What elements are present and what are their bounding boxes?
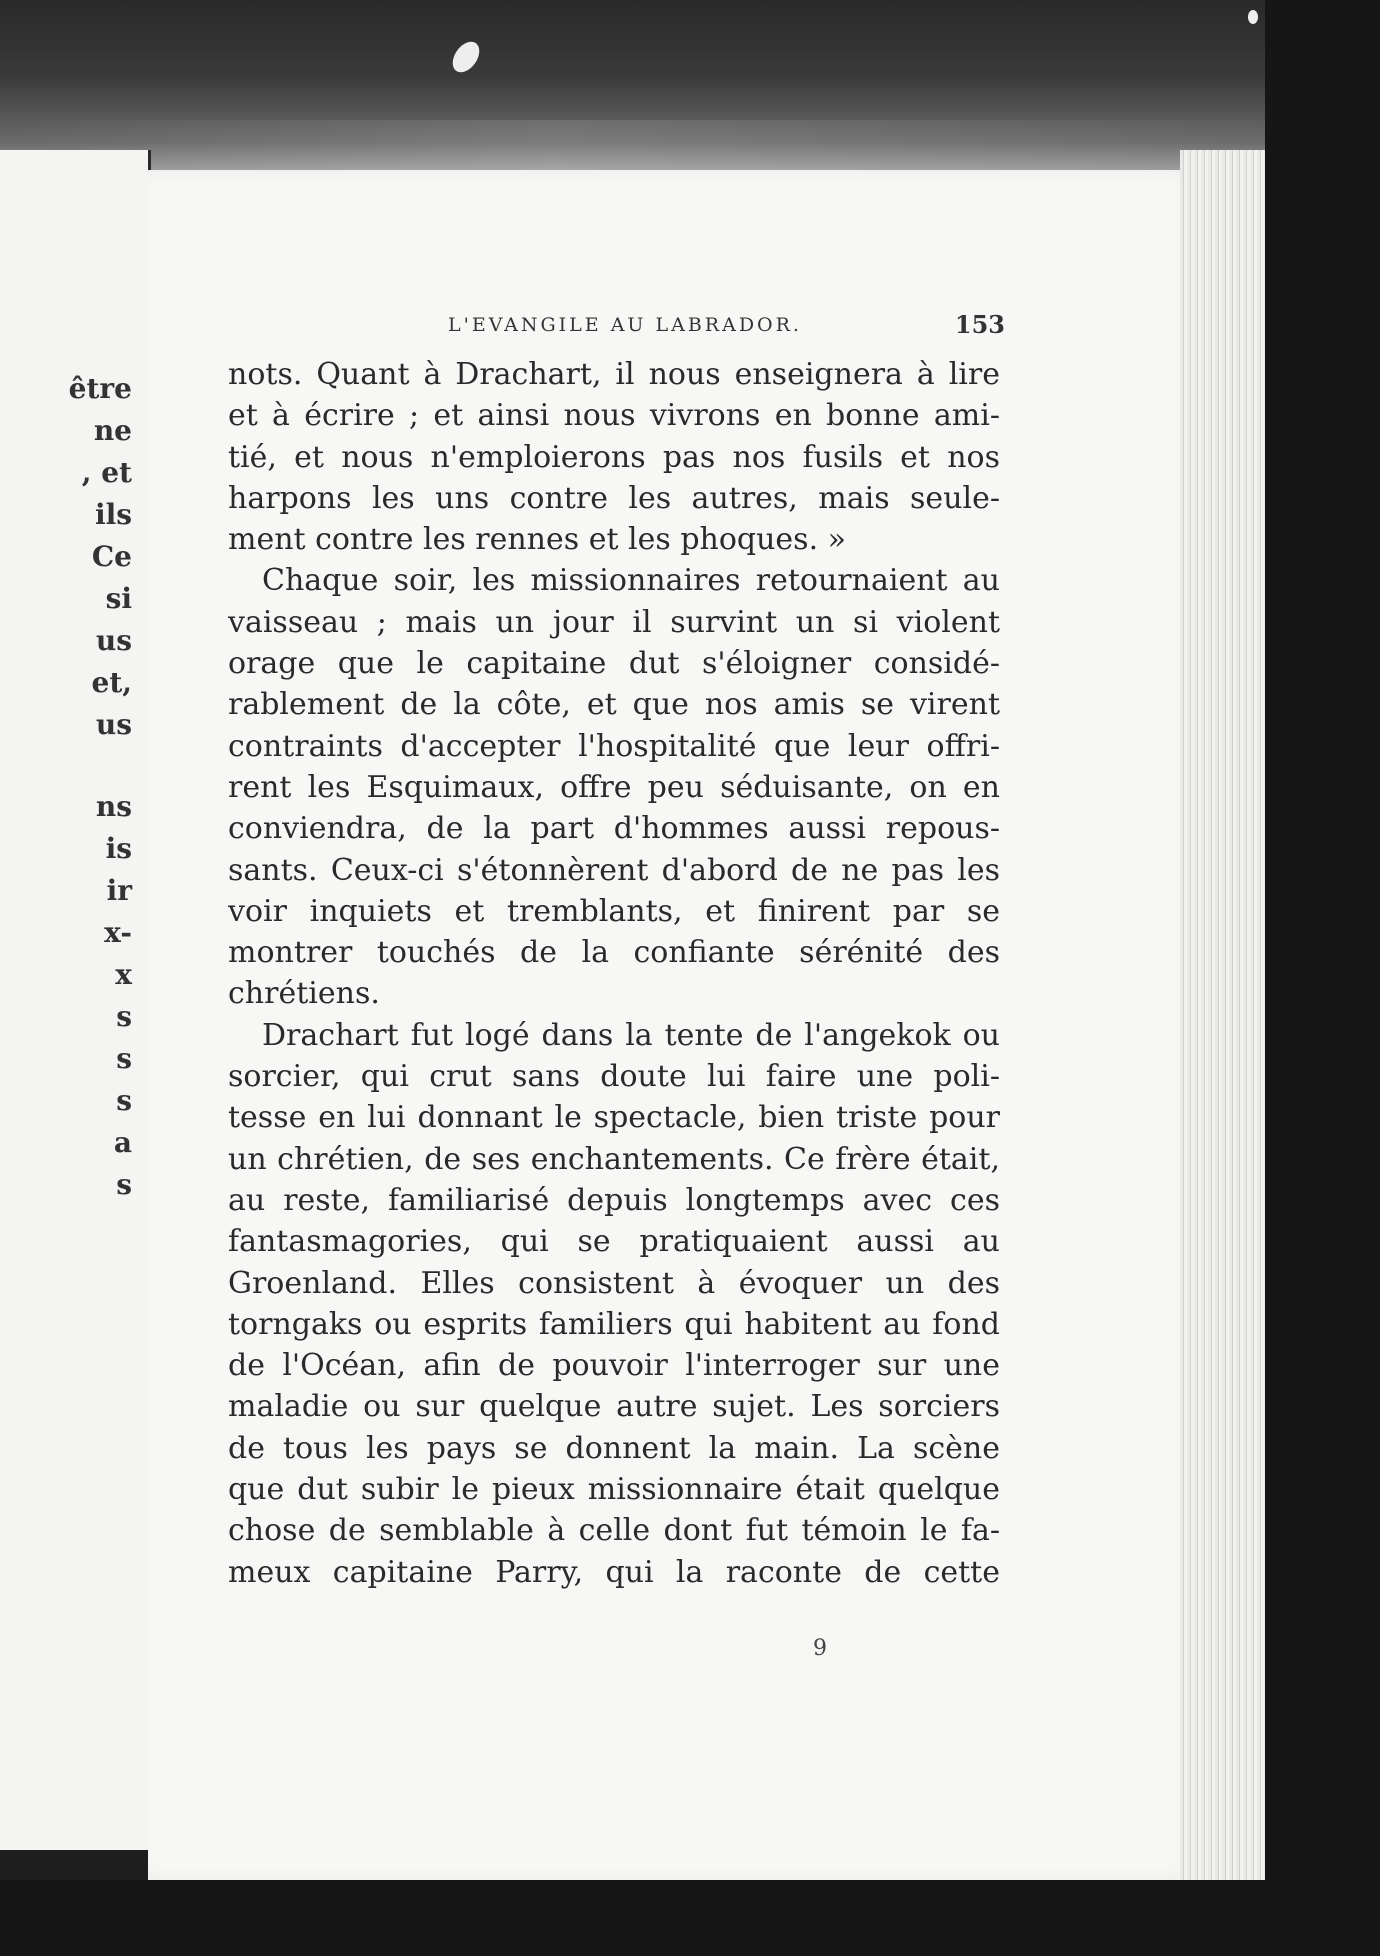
left-line: us xyxy=(95,624,132,657)
left-line: ir xyxy=(106,874,132,907)
left-line-gap xyxy=(69,746,132,786)
left-line: être xyxy=(68,372,132,405)
left-facing-page xyxy=(0,150,151,1850)
text-line: rent les Esquimaux, offre peu séduisante, on en xyxy=(228,769,1000,805)
body-text xyxy=(228,354,1000,1593)
left-line: a xyxy=(113,1126,132,1159)
text-line: montrer touchés de la confiante sérénité des xyxy=(228,935,1000,971)
text-line: vaisseau ; mais un jour il survint un si violent xyxy=(228,604,1000,640)
left-line: x- xyxy=(104,916,132,949)
text-line: de tous les pays se donnent la main. La scène xyxy=(228,1430,1000,1466)
scan-speck xyxy=(1248,10,1258,24)
left-line: Ce xyxy=(91,540,132,573)
text-line: meux capitaine Parry, qui la raconte de cette xyxy=(228,1554,1000,1590)
left-line: ns xyxy=(95,790,132,823)
text-line: harpons les uns contre les autres, mais seule- xyxy=(228,480,1000,516)
left-line: ils xyxy=(94,498,132,531)
text-line: chose de semblable à celle dont fut témoin le fa- xyxy=(228,1513,1000,1549)
text-line: sants. Ceux-ci s'étonnèrent d'abord de ne pas les xyxy=(228,852,1000,888)
text-line: chrétiens. xyxy=(228,976,380,1012)
left-line: x xyxy=(115,958,132,991)
text-line: tesse en lui donnant le spectacle, bien triste pour xyxy=(228,1100,1000,1136)
text-line: contraints d'accepter l'hospitalité que leur offri- xyxy=(228,728,1000,764)
text-line: Groenland. Elles consistent à évoquer un des xyxy=(228,1265,1000,1301)
text-line: torngaks ou esprits familiers qui habitent au fond xyxy=(228,1306,1000,1342)
text-line: un chrétien, de ses enchantements. Ce frère était, xyxy=(228,1141,1000,1177)
page-edges xyxy=(1180,150,1265,1910)
text-line: conviendra, de la part d'hommes aussi repous- xyxy=(228,811,1000,847)
left-line: s xyxy=(116,1084,132,1117)
paragraph-start-line: Chaque soir, les missionnaires retournaient au xyxy=(262,563,1000,599)
left-line: et, xyxy=(91,666,132,699)
text-line: et à écrire ; et ainsi nous vivrons en bonne ami- xyxy=(228,398,1000,434)
paragraph-start-line: Drachart fut logé dans la tente de l'angekok ou xyxy=(262,1017,1000,1053)
text-line: rablement de la côte, et que nos amis se virent xyxy=(228,687,1000,723)
left-page-text xyxy=(69,368,132,1206)
text-line: fantasmagories, qui se pratiquaient aussi au xyxy=(228,1224,1000,1260)
left-line: si xyxy=(105,582,132,615)
left-line: s xyxy=(116,1000,132,1033)
scan-background-bottom xyxy=(0,1880,1380,1956)
left-line: , et xyxy=(81,456,132,489)
left-line: us xyxy=(95,708,132,741)
left-line: is xyxy=(105,832,132,865)
running-head: L'EVANGILE AU LABRADOR. xyxy=(448,314,802,336)
text-line: sorcier, qui crut sans doute lui faire une poli- xyxy=(228,1059,1000,1095)
page-number: 153 xyxy=(954,310,1005,339)
text-line: de l'Océan, afin de pouvoir l'interroger sur une xyxy=(228,1348,1000,1384)
left-line: ne xyxy=(93,414,132,447)
text-line: maladie ou sur quelque autre sujet. Les sorciers xyxy=(228,1389,1000,1425)
left-line: s xyxy=(116,1042,132,1075)
scan-background-right xyxy=(1265,0,1380,1956)
signature-mark: 9 xyxy=(813,1636,827,1661)
text-line: nots. Quant à Drachart, il nous enseignera à lire xyxy=(228,357,1000,392)
scan-shadow xyxy=(0,0,1380,190)
text-line: voir inquiets et tremblants, et finirent par se xyxy=(228,893,1000,929)
text-line: orage que le capitaine dut s'éloigner considé- xyxy=(228,646,1000,682)
text-line: au reste, familiarisé depuis longtemps avec ces xyxy=(228,1182,1000,1218)
left-line: s xyxy=(116,1168,132,1201)
text-line: que dut subir le pieux missionnaire était quelque xyxy=(228,1472,1000,1508)
text-line: ment contre les rennes et les phoques. » xyxy=(228,522,847,558)
text-line: tié, et nous n'emploierons pas nos fusils et nos xyxy=(228,439,1000,475)
